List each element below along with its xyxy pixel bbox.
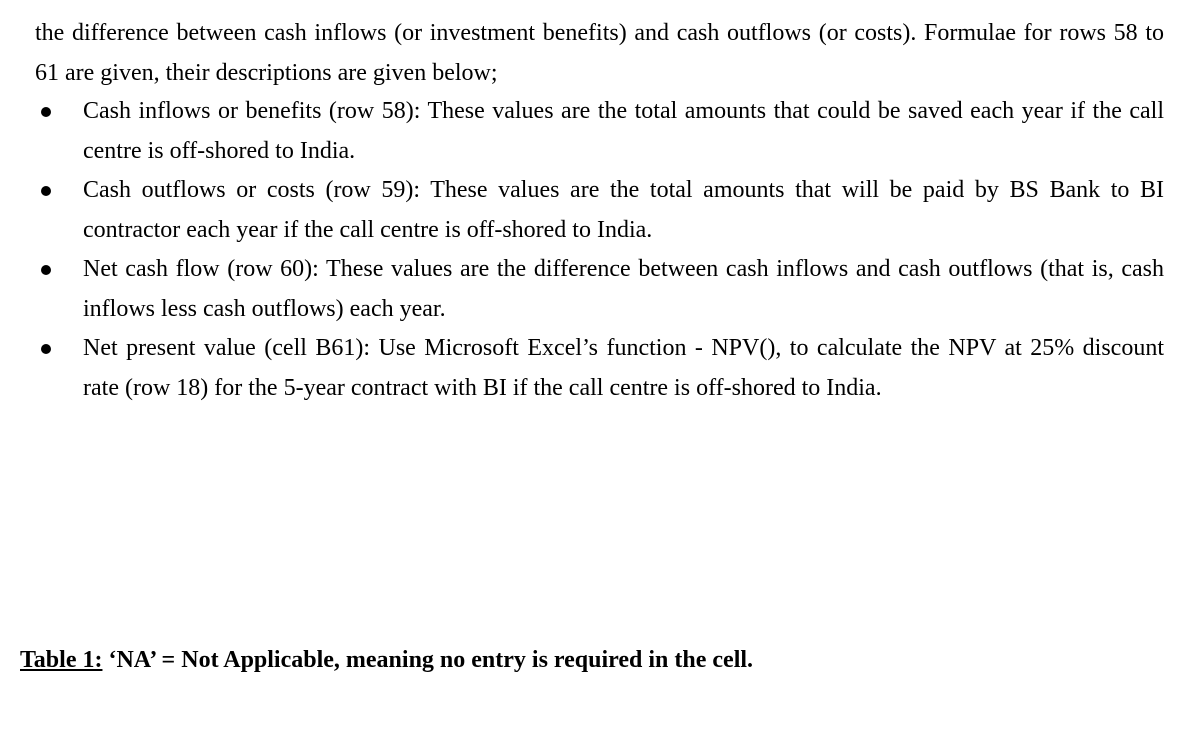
bullet-text: Net present value (cell B61): Use Microsoft Excel’s function - NPV(), to calculate the NPV at 25% discount rate (row 18) for the 5-year contract with BI if the call centre is off-shored to India.	[83, 335, 1164, 401]
bullet-text: Cash inflows or benefits (row 58): These values are the total amounts that could be saved each year if the call centre is off-shored to India.	[83, 98, 1164, 164]
list-item	[35, 250, 1164, 329]
bullet-dot-icon	[41, 107, 51, 117]
table-caption	[20, 647, 753, 674]
table-caption-label: Table 1:	[20, 647, 103, 673]
bullet-dot-icon	[41, 344, 51, 354]
bullet-dot-icon	[41, 186, 51, 196]
bullet-dot-icon	[41, 265, 51, 275]
list-item	[35, 92, 1164, 171]
intro-paragraph: the difference between cash inflows (or investment benefits) and cash outflows (or costs). Formulae for rows 58 to 61 are given, their descriptions are given below;	[35, 20, 1164, 86]
bullet-text: Cash outflows or costs (row 59): These values are the total amounts that will be paid by BS Bank to BI contractor each year if the call centre is off-shored to India.	[83, 177, 1164, 243]
bullet-text: Net cash flow (row 60): These values are the difference between cash inflows and cash outflows (that is, cash inflows less cash outflows) each year.	[83, 256, 1164, 322]
list-item	[35, 171, 1164, 250]
table-caption-text: ‘NA’ = Not Applicable, meaning no entry is required in the cell.	[102, 647, 754, 673]
bullet-list	[35, 92, 1164, 408]
list-item	[35, 329, 1164, 408]
